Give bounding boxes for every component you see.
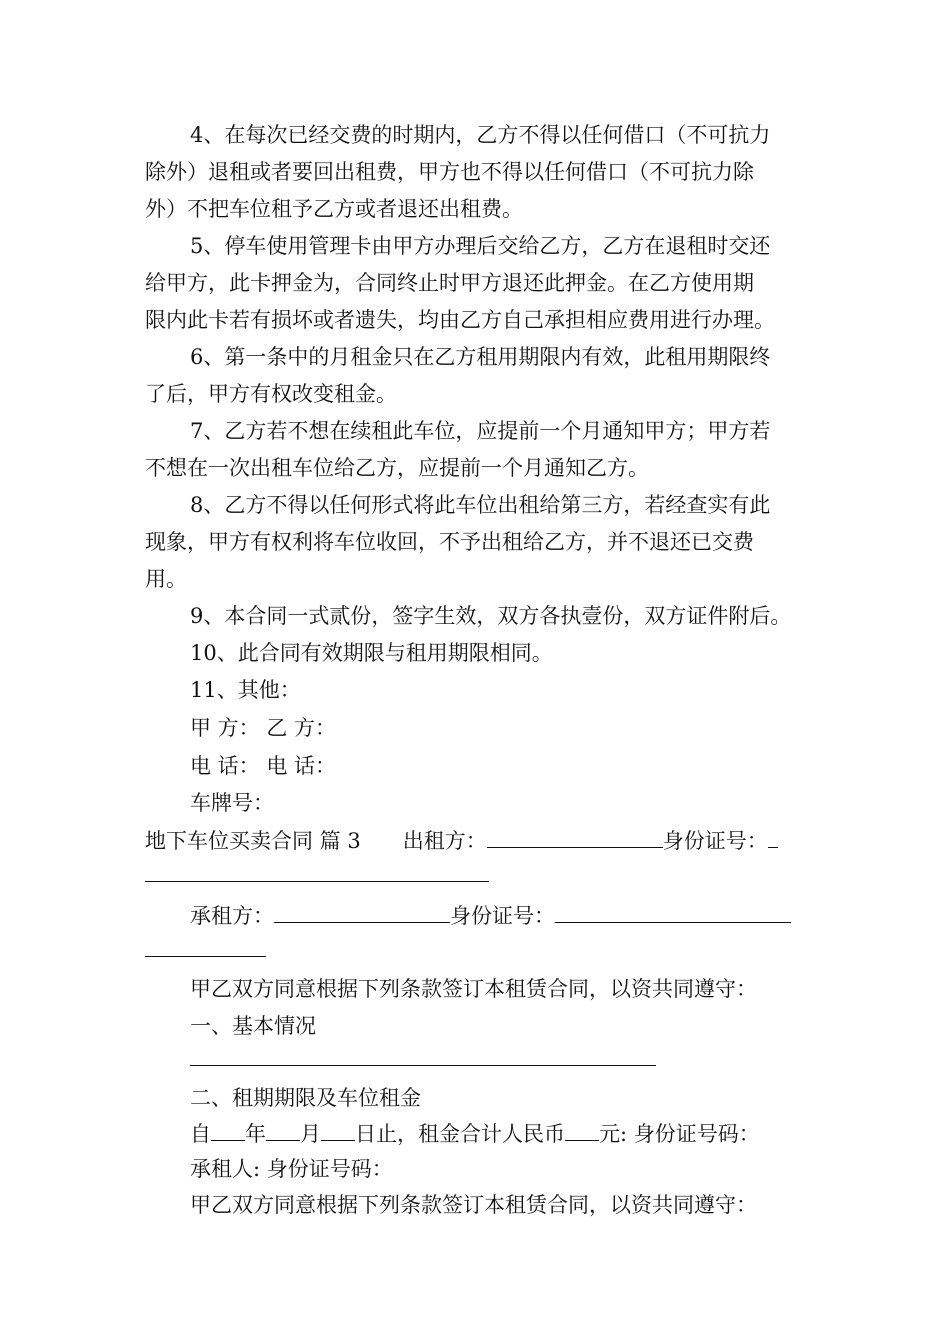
day-blank [321,1120,355,1141]
lessee-id-blank [555,902,791,923]
clause-7-line-2: 不想在一次出租车位给乙方，应提前一个月通知乙方。 [145,456,649,480]
lessor-id-label: 身份证号： [662,829,768,853]
lessor-label: 出租方： [402,829,487,853]
basic-info-blank [190,1065,656,1066]
clause-6-line-2: 了后，甲方有权改变租金。 [145,382,397,406]
lessor-id-blank-continued [145,881,489,882]
section-3-header [145,827,810,854]
lessor-blank [487,827,663,848]
lessor-id-blank-start [768,827,778,848]
clause-5-line-2: 给甲方，此卡押金为，合同终止时甲方退还此押金。在乙方使用期 [145,271,754,295]
basic-info-heading: 一、基本情况 [190,1014,316,1038]
month-label: 月 [300,1122,321,1146]
clause-9: 9、本合同一式贰份，签字生效，双方各执壹份，双方证件附后。 [190,604,792,628]
lessee-blank [274,902,450,923]
clause-6-line-1: 6、第一条中的月租金只在乙方租用期限内有效，此租用期限终 [190,345,771,369]
year-blank [211,1120,245,1141]
signature-phones: 电 话： 电 话： [190,754,337,778]
amount-blank [565,1120,599,1141]
year-label: 年 [245,1122,266,1146]
term-heading: 二、租期期限及车位租金 [190,1086,421,1110]
clause-4-line-1: 4、在每次已经交费的时期内，乙方不得以任何借口（不可抗力 [190,123,771,147]
lessee-label: 承租方： [190,904,274,928]
day-end-label: 日止，租金合计人民币 [355,1122,565,1146]
clause-5-line-3: 限内此卡若有损坏或者遗失，均由乙方自己承担相应费用进行办理。 [145,308,775,332]
clause-11: 11、其他： [190,678,301,702]
month-blank [266,1120,300,1141]
clause-5-line-1: 5、停车使用管理卡由甲方办理后交给乙方，乙方在退租时交还 [190,234,771,258]
clause-8-line-2: 现象，甲方有权利将车位收回，不予出租给乙方，并不退还已交费 [145,530,754,554]
from-label: 自 [190,1122,211,1146]
clause-10: 10、此合同有效期限与租用期限相同。 [190,641,553,665]
clause-4-line-2: 除外）退租或者要回出租费，甲方也不得以任何借口（不可抗力除 [145,160,754,184]
clause-7-line-1: 7、乙方若不想在续租此车位，应提前一个月通知甲方；甲方若 [190,419,771,443]
signature-plate: 车牌号： [190,791,274,815]
agreement-statement-2: 甲乙双方同意根据下列条款签订本租赁合同，以资共同遵守： [190,1193,757,1217]
clause-8-line-3: 用。 [145,567,187,591]
agreement-statement: 甲乙双方同意根据下列条款签订本租赁合同，以资共同遵守： [190,977,757,1001]
tenant-id-line: 承租人: 身份证号码： [190,1157,393,1181]
section-3-title: 地下车位买卖合同 篇 3 [145,829,361,853]
term-dates-line [190,1120,860,1147]
clause-8-line-1: 8、乙方不得以任何形式将此车位出租给第三方，若经查实有此 [190,493,771,517]
yuan-id-label: 元: 身份证号码： [599,1122,760,1146]
lessee-id-label: 身份证号： [450,904,555,928]
signature-parties: 甲 方： 乙 方： [190,716,337,740]
lessee-line [190,902,810,929]
clause-4-line-3: 外）不把车位租予乙方或者退还出租费。 [145,197,523,221]
lessee-id-blank-continued [145,956,266,957]
